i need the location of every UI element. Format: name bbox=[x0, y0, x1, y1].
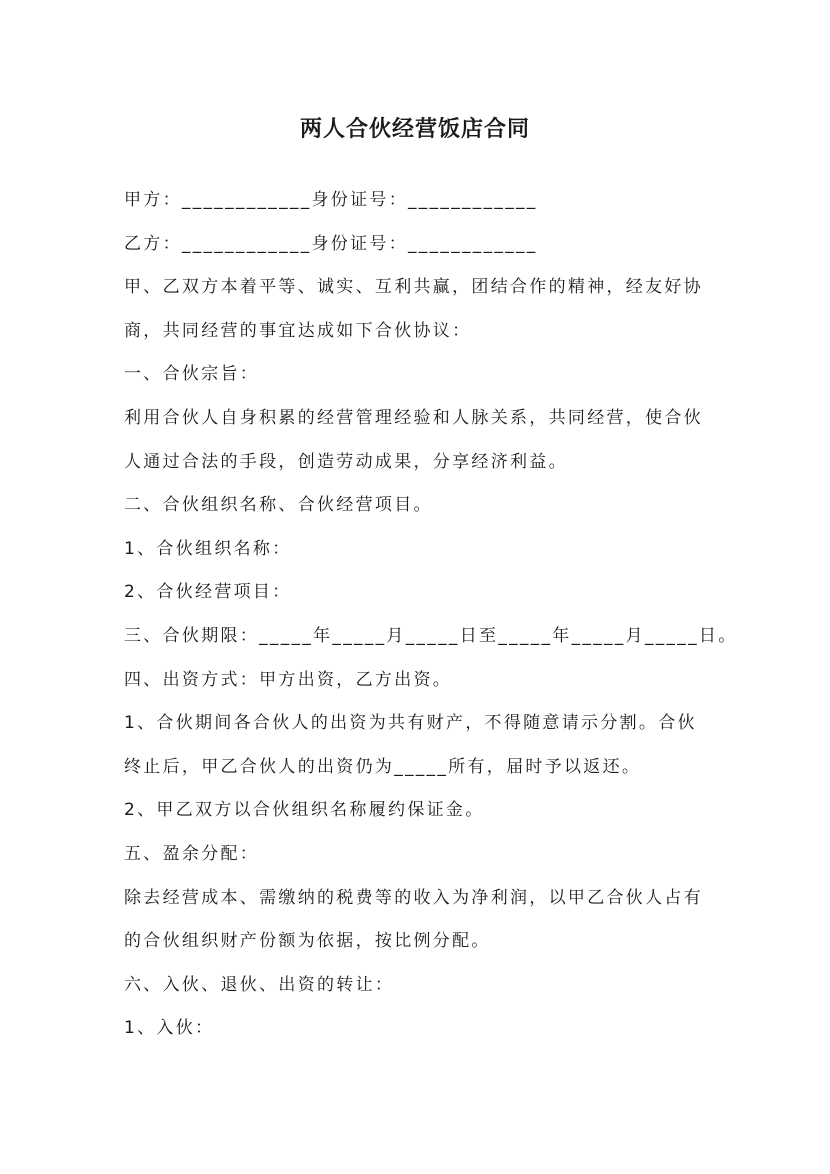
text-line: 二、合伙组织名称、合伙经营项目。 bbox=[124, 495, 433, 516]
text-line: 2、合伙经营项目： bbox=[124, 582, 292, 603]
text-line: 乙方：____________身份证号：____________ bbox=[124, 233, 538, 254]
document-body bbox=[124, 186, 738, 1058]
text-line: 1、合伙组织名称： bbox=[124, 538, 292, 559]
text-line: 利用合伙人自身积累的经营管理经验和人脉关系，共同经营，使合伙 bbox=[124, 407, 703, 428]
text-line: 1、入伙： bbox=[124, 1018, 215, 1039]
text-line: 1、合伙期间各合伙人的出资为共有财产，不得随意请示分割。合伙 bbox=[124, 713, 697, 734]
text-line: 甲、乙双方本着平等、诚实、互利共赢，团结合作的精神，经友好协 bbox=[124, 277, 703, 298]
text-line: 三、合伙期限：_____年_____月_____日至_____年_____月_____日。 bbox=[124, 625, 738, 646]
text-line: 一、合伙宗旨： bbox=[124, 364, 260, 385]
text-line: 2、甲乙双方以合伙组织名称履约保证金。 bbox=[124, 800, 485, 821]
text-line: 六、入伙、退伙、出资的转让： bbox=[124, 974, 395, 995]
text-line: 四、出资方式：甲方出资，乙方出资。 bbox=[124, 669, 453, 690]
text-line: 除去经营成本、需缴纳的税费等的收入为净利润，以甲乙合伙人占有 bbox=[124, 887, 703, 908]
text-line: 终止后，甲乙合伙人的出资仍为_____所有，届时予以返还。 bbox=[124, 756, 642, 777]
document-title: 两人合伙经营饭店合同 bbox=[299, 117, 530, 142]
text-line: 的合伙组织财产份额为依据，按比例分配。 bbox=[124, 931, 491, 952]
text-line: 甲方：____________身份证号：____________ bbox=[124, 190, 538, 210]
text-line: 人通过合法的手段，创造劳动成果，分享经济利益。 bbox=[124, 451, 568, 472]
text-line: 五、盈余分配： bbox=[124, 843, 260, 864]
text-line: 商，共同经营的事宜达成如下合伙协议： bbox=[124, 320, 472, 341]
